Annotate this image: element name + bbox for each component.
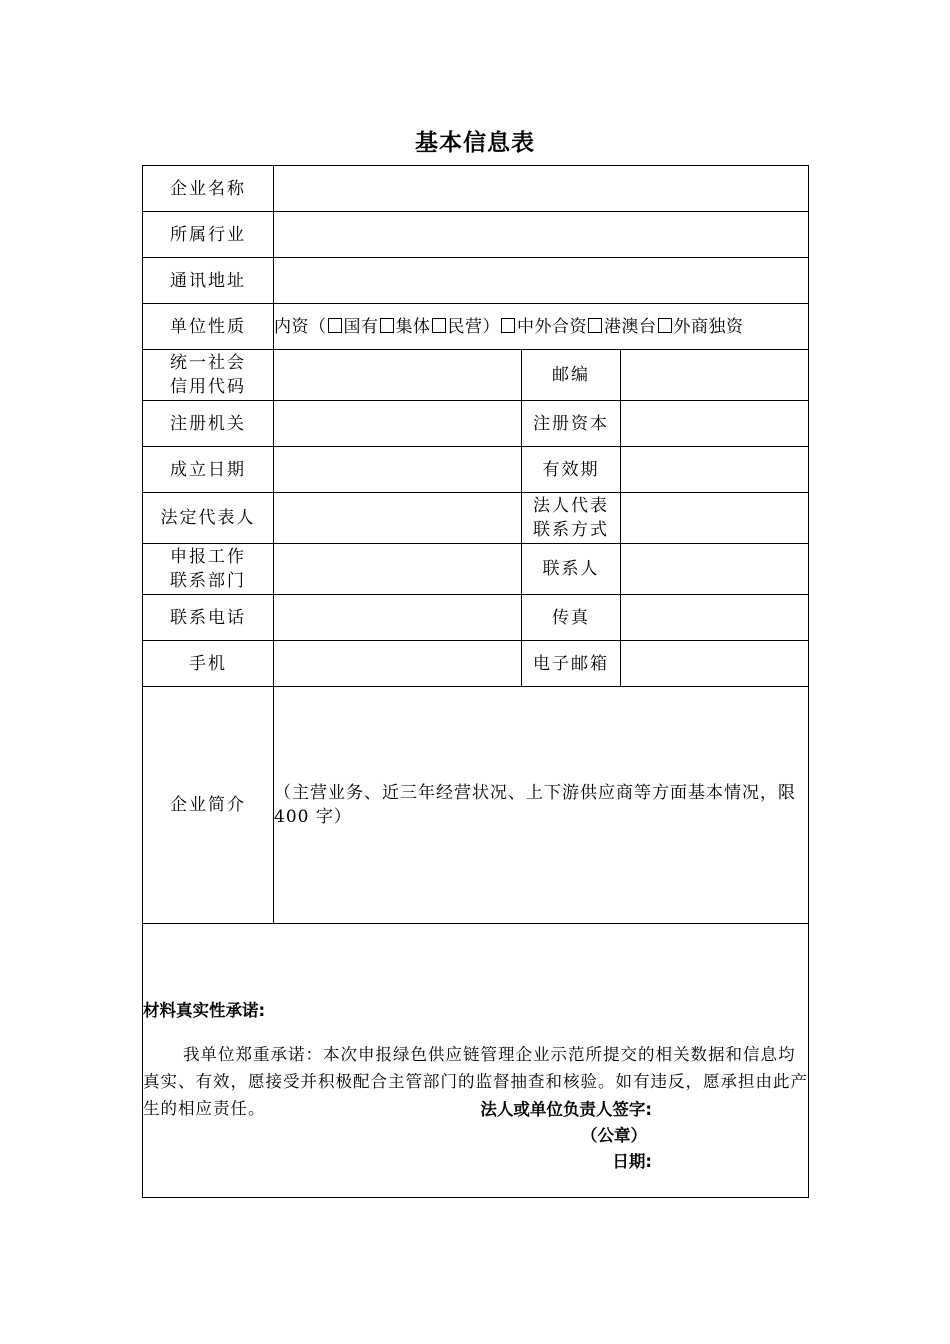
found-date-label: 成立日期	[143, 447, 274, 493]
dept-field[interactable]	[274, 544, 522, 595]
reg-authority-label: 注册机关	[143, 401, 274, 447]
email-label: 电子邮箱	[522, 641, 621, 687]
checkbox-foreign-owned[interactable]	[658, 318, 672, 333]
option-joint-venture: 中外合资	[517, 316, 587, 337]
industry-label: 所属行业	[143, 212, 274, 258]
intro-hint: （主营业务、近三年经营状况、上下游供应商等方面基本情况，限 400 字）	[274, 783, 796, 827]
checkbox-state-owned[interactable]	[328, 318, 342, 333]
credit-code-label	[143, 350, 274, 401]
postcode-label: 邮编	[522, 350, 621, 401]
reg-capital-field[interactable]	[621, 401, 809, 447]
signature-label: 法人或单位负责人签字:	[480, 1100, 653, 1119]
postcode-field[interactable]	[621, 350, 809, 401]
legal-contact-field[interactable]	[621, 493, 809, 544]
date-label: 日期:	[612, 1152, 653, 1171]
mobile-label: 手机	[143, 641, 274, 687]
valid-period-label: 有效期	[522, 447, 621, 493]
mobile-field[interactable]	[274, 641, 522, 687]
credit-code-label-line2: 信用代码	[170, 377, 246, 397]
company-name-field[interactable]	[274, 166, 809, 212]
reg-authority-field[interactable]	[274, 401, 522, 447]
phone-label: 联系电话	[143, 595, 274, 641]
dept-label-line2: 联系部门	[170, 571, 246, 591]
nature-label: 单位性质	[143, 304, 274, 350]
address-label: 通讯地址	[143, 258, 274, 304]
option-collective: 集体	[395, 316, 431, 337]
fax-field[interactable]	[621, 595, 809, 641]
intro-label: 企业简介	[143, 687, 274, 924]
checkbox-private[interactable]	[432, 318, 446, 333]
checkbox-hk-macao-taiwan[interactable]	[588, 318, 602, 333]
checkbox-joint-venture[interactable]	[501, 318, 515, 333]
dept-label	[143, 544, 274, 595]
option-private: 民营）	[447, 316, 500, 337]
company-name-label: 企业名称	[143, 166, 274, 212]
page-title: 基本信息表	[415, 130, 535, 156]
contact-person-field[interactable]	[621, 544, 809, 595]
checkbox-collective[interactable]	[380, 318, 394, 333]
phone-field[interactable]	[274, 595, 522, 641]
industry-field[interactable]	[274, 212, 809, 258]
fax-label: 传真	[522, 595, 621, 641]
email-field[interactable]	[621, 641, 809, 687]
legal-rep-field[interactable]	[274, 493, 522, 544]
option-state-owned: 国有	[343, 316, 379, 337]
credit-code-field[interactable]	[274, 350, 522, 401]
reg-capital-label: 注册资本	[522, 401, 621, 447]
pledge-body: 我单位郑重承诺：本次申报绿色供应链管理企业示范所提交的相关数据和信息均真实、有效，愿接受并积极配合主管部门的监督抽查和核验。如有违反，愿承担由此产生的相应责任。	[143, 1045, 808, 1118]
nature-options	[274, 304, 809, 350]
basic-info-table	[142, 165, 809, 1198]
option-foreign-owned: 外商独资	[673, 316, 744, 337]
pledge-heading: 材料真实性承诺:	[143, 1001, 266, 1020]
legal-rep-label: 法定代表人	[143, 493, 274, 544]
legal-contact-label-line2: 联系方式	[533, 520, 609, 540]
seal-label: （公章）	[581, 1126, 648, 1145]
legal-contact-label	[522, 493, 621, 544]
option-hk-macao-taiwan: 港澳台	[604, 316, 657, 337]
dept-label-line1: 申报工作	[170, 547, 246, 567]
address-field[interactable]	[274, 258, 809, 304]
legal-contact-label-line1: 法人代表	[533, 496, 609, 516]
intro-field[interactable]	[274, 687, 809, 924]
pledge-section	[143, 924, 809, 1198]
credit-code-label-line1: 统一社会	[170, 353, 246, 373]
contact-person-label: 联系人	[522, 544, 621, 595]
nature-prefix: 内资（	[274, 316, 327, 337]
valid-period-field[interactable]	[621, 447, 809, 493]
found-date-field[interactable]	[274, 447, 522, 493]
